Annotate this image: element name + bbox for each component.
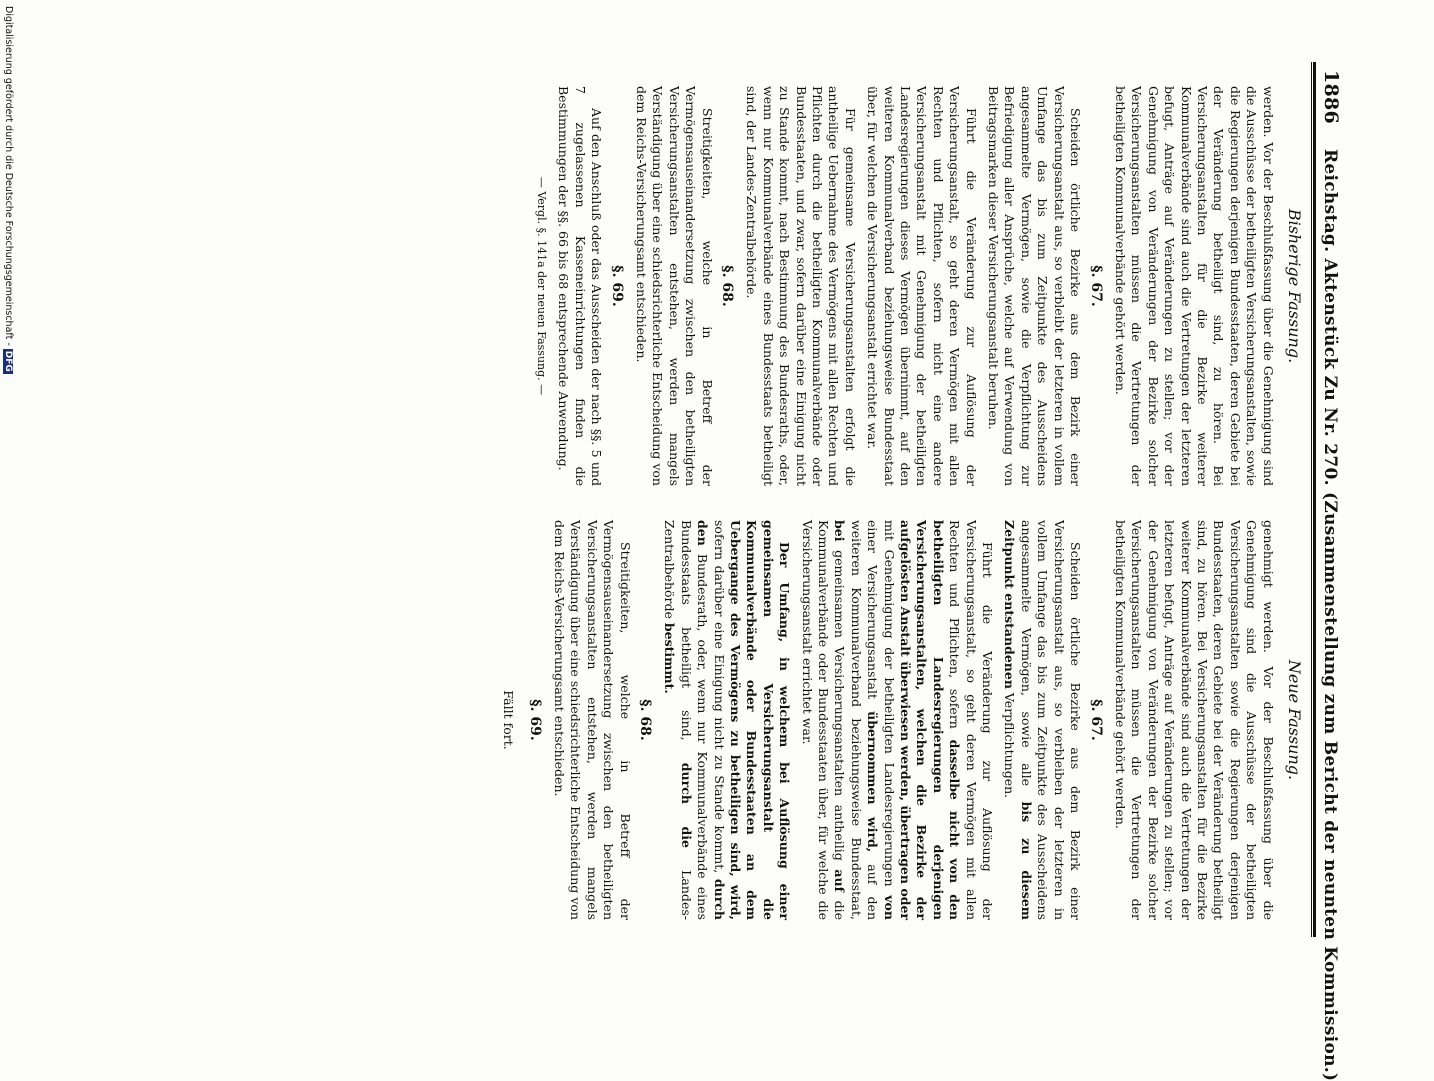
header-rule-thin <box>1311 62 1312 937</box>
right-column-heading: Neue Fassung. <box>1285 659 1304 781</box>
page-number: 1886 <box>1320 70 1342 125</box>
right-section-69-title: §. 69. <box>526 699 543 741</box>
left-s69-paragraph-1: Auf den Anschluß oder das Ausscheiden der nach §§. 5 und 7 zugelassenen Kasseneinrichtungen finden die Bestimmungen der §§. 66 bis 68 entsprechende Anwendung. <box>556 86 605 486</box>
right-s67-p2-text-e: einer Versicherungsanstalt <box>865 520 881 712</box>
dfg-logo: DFG <box>3 350 13 372</box>
right-intro: genehmigt werden. Vor der Beschlußfassung über die Genehmigung sind die Ausschüsse der betheiligten Versicherungsanstalten sowie die Regierungen derjenigen Bundesstaaten, deren Gebiete bei der Veränderung betheiligt sind, zu hören. Bei Versicherungsanstalten für die Bezirke weiterer Kommunalverbände sind auch die Vertretungen der letzteren befugt, Anträge auf Veränderungen zu stellen; vor der Genehmigung von Veränderungen der Bezirke solcher Versicherungsanstalten müssen die Vertretungen der betheiligten Kommunalverbände gehört werden. <box>1112 520 1276 920</box>
right-column <box>500 520 1302 920</box>
right-s67-p2-bold-f: übernommen wird, <box>865 711 881 853</box>
page-header <box>1320 70 1342 1081</box>
footer-text: Digitalisierung gefördert durch die Deutsche Forschungsgemeinschaft - <box>3 6 14 346</box>
right-s67-paragraph-2 <box>798 520 995 920</box>
left-s67-paragraph-1: Scheiden örtliche Bezirke aus dem Bezirk einer Versicherungsanstalt aus, so verbleibt der letzteren in vollem Umfange das bis zum Zeitpunkte des Ausscheidens angesammelte Vermögen, sowie die Verpflichtung zur Befriedigung aller Ansprüche, welche auf Verwendung von Beitragsmarken dieser Versicherungsanstalt beruhen. <box>986 86 1084 486</box>
right-s67-p2-bold-j: auf <box>832 869 848 892</box>
right-s67-paragraph-3 <box>661 520 792 920</box>
left-s68-paragraph-1: Streitigkeiten, welche in Betreff der Vermögensauseinandersetzung zwischen den betheiligten Versicherungsanstalten entstehen, werden mangels Verständigung über eine schiedsrichterliche Entscheidung von dem Reichs-Versicherungsamt entschieden. <box>633 86 715 486</box>
right-s67-p2-bold-b: dasselbe nicht von den betheiligten Landesregierungen derjenigen Versicherungsanstalten, welchen die Bezirke der aufgelösten Anstalt überwiesen werden, übertragen oder <box>898 520 963 920</box>
right-s69-deleted-note: Fällt fort. <box>501 690 517 750</box>
right-s67-p3-text-b: sofern darüber eine Einigung nicht zu Stande kommt, <box>711 520 727 879</box>
right-s67-p3-bold-c: durch den <box>695 520 727 920</box>
left-column-heading: Bisherige Fassung. <box>1285 208 1304 364</box>
header-rule <box>1313 62 1316 937</box>
right-s67-p2-text-g: auf den weiteren Kommunalverband beziehungsweise Bundesstaat, <box>848 520 881 920</box>
left-section-68-title: §. 68. <box>719 265 735 307</box>
digitization-footer <box>3 6 14 374</box>
right-s67-p2-text-k: die Kommunalverbände oder Bundesstaaten über, für welche die Versicherungsanstalt errichtet war. <box>799 520 848 921</box>
right-s67-p2-text-a: Führt die Veränderung zur Auflösung der Versicherungsanstalt, so geht deren Vermögen mit allen Rechten und Pflichten, sofern <box>947 520 996 920</box>
right-section-67-title: §. 67. <box>1087 699 1104 741</box>
right-s67-p3-bold-e: durch die <box>678 762 694 848</box>
right-s67-p2-text-c: mit Genehmigung der betheiligten Landesregierungen <box>881 520 897 896</box>
right-s67-p2-text-i: gemeinsamen Versicherungsanstalten antheilig <box>832 541 848 870</box>
left-s67-paragraph-2: Führt die Veränderung zur Auflösung der Versicherungsanstalt, so geht deren Vermögen mit allen Rechten und Pflichten, sofern nicht eine andere Versicherungsanstalt mit Genehmigung der betheiligten Landesregierungen dieses Vermögen übernimmt, auf den weiteren Kommunalverband beziehungsweise Bundesstaat über, für welchen die Versicherungsanstalt errichtet war. <box>865 86 979 486</box>
left-column <box>533 86 1302 486</box>
right-s67-p3-bold-g: bestimmt. <box>662 622 678 694</box>
right-s67-p3-text-f: Landes-Zentralbehörde <box>662 520 694 920</box>
right-s67-p2-bold-d: von <box>881 895 897 920</box>
right-s67-p1-text-a: Scheiden örtliche Bezirke aus dem Bezirk einer Versicherungsanstalt aus, so verbleiben der letzteren in vollem Umfange das bis zum Zeitpunkte des Ausscheidens angesammelte Vermögen, sowie alle <box>1018 520 1084 920</box>
right-s67-p3-bold-a: Der Umfang, in welchem bei Auflösung einer gemeinsamen Versicherungsanstalt die Kommunalverbände oder Bundesstaaten an dem Uebergange des Vermögens zu betheiligen sind, wird, <box>728 520 793 920</box>
left-s69-reference: — Vergl. §. 141a der neuen Fassung. — <box>534 176 548 396</box>
right-s67-p1-text-c: Verpflichtungen. <box>1002 688 1018 799</box>
right-s67-p1-bold: bis zu diesem Zeitpunkt entstandenen <box>1002 520 1034 920</box>
header-title: Reichstag. Aktenstück Zu Nr. 270. (Zusammenstellung zum Bericht der neunten Kommission.) <box>1320 148 1340 1081</box>
right-s68-paragraph-1: Streitigkeiten, welche in Betreff der Vermögensauseinandersetzung zwischen den betheiligten Versicherungsanstalten entstehen, werden mangels Verständigung über eine schiedsrichterliche Entscheidung von dem Reichs-Versicherungsamt entschieden. <box>551 520 633 920</box>
left-section-67-title: §. 67. <box>1087 265 1104 307</box>
right-s67-p3-text-d: Bundesrath, oder, wenn nur Kommunalverbände eines Bundesstaats betheiligt sind, <box>678 520 711 920</box>
left-section-69-title: §. 69. <box>608 265 625 307</box>
right-section-68-title: §. 68. <box>636 699 653 741</box>
right-s67-paragraph-1 <box>1001 520 1083 920</box>
left-intro: werden. Vor der Beschlußfassung über die Genehmigung sind die Ausschüsse der betheiligten Versicherungsanstalten, sowie die Regierungen derjenigen Bundesstaaten, deren Gebiete bei der Veränderung betheiligt sind, zu hören. Bei Versicherungsanstalten für die Bezirke weiterer Kommunalverbände sind auch die Vertretungen der letzteren befugt, Anträge auf Veränderungen zu stellen; vor der Genehmigung von Veränderungen der Bezirke solcher Versicherungsanstalten müssen die Vertretungen der betheiligten Kommunalverbände gehört werden. <box>1112 86 1276 486</box>
left-s67-paragraph-3: Für gemeinsame Versicherungsanstalten erfolgt die antheilige Uebernahme des Vermögens mit allen Rechten und Pflichten durch die betheiligten Kommunalverbände oder Bundesstaaten, und zwar, sofern darüber eine Einigung nicht zu Stande kommt, nach Bestimmung des Bundesraths, oder, wenn nur Kommunalverbände eines Bundesstaats betheiligt sind, der Landes-Zentralbehörde. <box>744 86 858 486</box>
right-s67-p2-bold-h: bei <box>832 520 848 542</box>
